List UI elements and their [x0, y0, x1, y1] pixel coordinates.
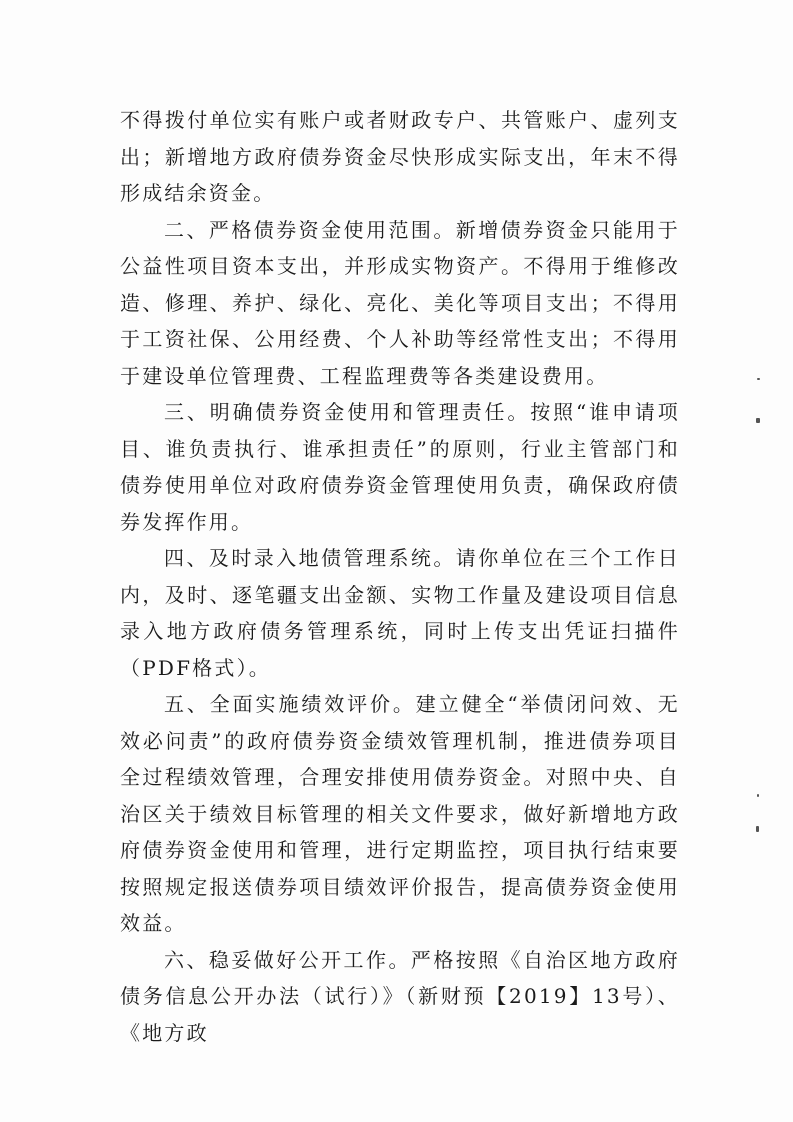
paragraph-section-three: 三、明确债券资金使用和管理责任。按照“谁申请项目、谁负责执行、谁承担责任”的原则，行业主管部门和债券使用单位对政府债券资金管理使用负责，确保政府债券发挥作用。	[120, 400, 680, 534]
document-body	[120, 102, 680, 1051]
scan-speck	[757, 378, 760, 380]
paragraph-section-two: 二、严格债券资金使用范围。新增债券资金只能用于公益性项目资本支出，并形成实物资产。不得用于维修改造、修理、养护、绿化、亮化、美化等项目支出；不得用于工资社保、公用经费、个人补助等经常性支出；不得用于建设单位管理费、工程监理费等各类建设费用。	[120, 217, 680, 388]
scan-speck	[756, 826, 759, 832]
paragraph-continued: 不得拨付单位实有账户或者财政专户、共管账户、虚列支出；新增地方政府债券资金尽快形成实际支出，年末不得形成结余资金。	[120, 108, 680, 205]
scan-speck	[757, 794, 759, 797]
paragraph-section-six: 六、稳妥做好公开工作。严格按照《自治区地方政府债务信息公开办法（试行）》（新财预【2019】13号）、《地方政	[120, 947, 680, 1045]
paragraph-section-four: 四、及时录入地债管理系统。请你单位在三个工作日内，及时、逐笔疆支出金额、实物工作量及建设项目信息录入地方政府债务管理系统，同时上传支出凭证扫描件（PDF格式）。	[120, 546, 680, 680]
scan-speck	[756, 418, 760, 423]
paragraph-section-five: 五、全面实施绩效评价。建立健全“举债闭问效、无效必问责”的政府债券资金绩效管理机制，推进债券项目全过程绩效管理，合理安排使用债券资金。对照中央、自治区关于绩效目标管理的相关文件要求，做好新增地方政府债券资金使用和管理，进行定期监控，项目执行结束要按照规定报送债券项目绩效评价报告，提高债券资金使用效益。	[120, 692, 680, 935]
